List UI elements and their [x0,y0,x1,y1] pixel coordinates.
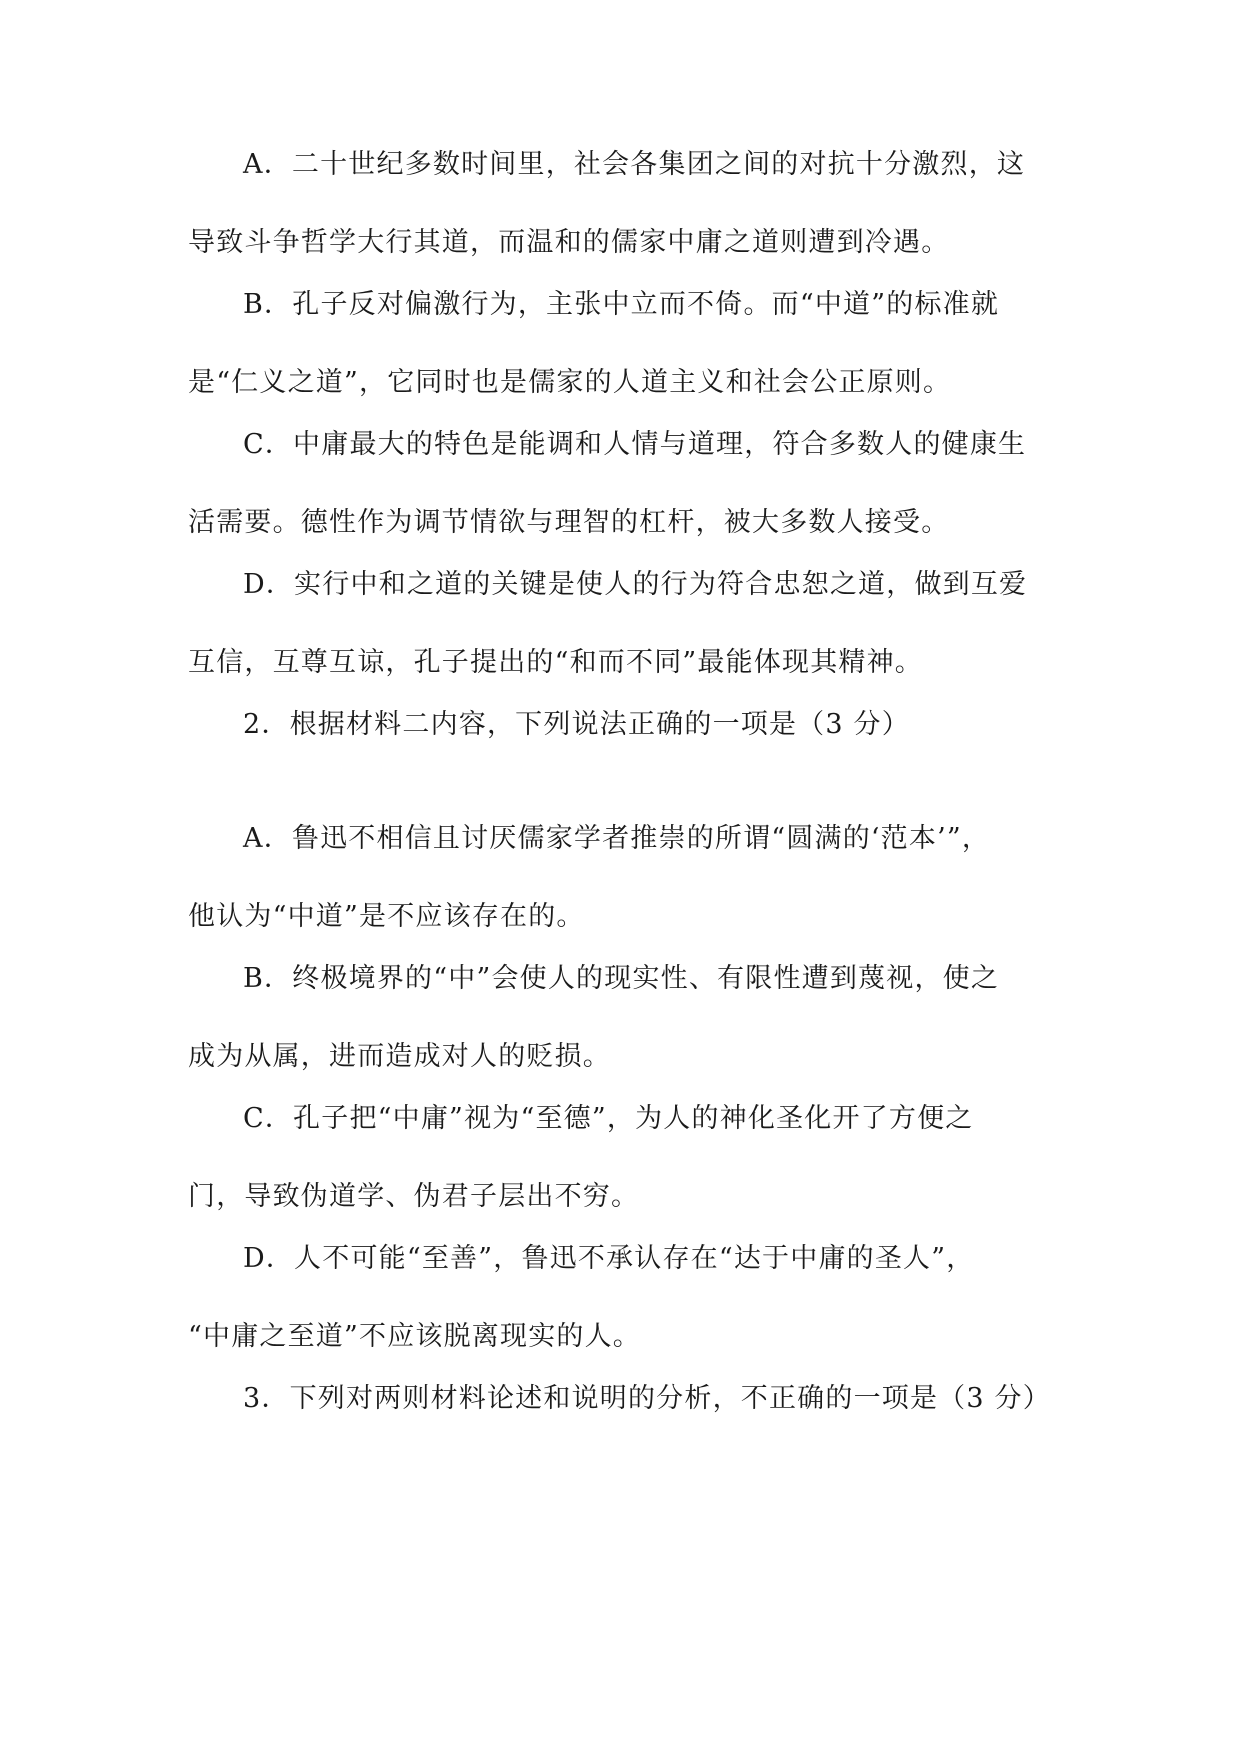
text-line: 活需要。德性作为调节情欲与理智的杠杆，被大多数人接受。 [188,507,950,538]
question-text: 2．根据材料二内容，下列说法正确的一项是（3 分） [243,709,910,740]
question-2 [188,686,1052,764]
text-line: B．终极境界的“中”会使人的现实性、有限性遭到蔑视，使之 [243,963,1000,994]
text-line: 导致斗争哲学大行其道，而温和的儒家中庸之道则遭到冷遇。 [188,227,950,258]
question-3 [188,1360,1052,1438]
option-d-q1 [188,546,1052,702]
text-line: A．二十世纪多数时间里，社会各集团之间的对抗十分激烈，这 [243,149,1026,180]
text-line: C．孔子把“中庸”视为“至德”，为人的神化圣化开了方便之 [243,1103,974,1134]
option-c-q1 [188,406,1052,562]
text-line: D．人不可能“至善”，鲁迅不承认存在“达于中庸的圣人”， [243,1243,975,1274]
text-line: B．孔子反对偏激行为，主张中立而不倚。而“中道”的标准就 [243,289,1000,320]
text-line: “中庸之至道”不应该脱离现实的人。 [188,1321,642,1352]
option-b-q1 [188,266,1052,422]
option-a-q2 [188,800,1052,956]
option-a-q1 [188,126,1052,282]
text-line: D．实行中和之道的关键是使人的行为符合忠恕之道，做到互爱 [243,569,1028,600]
text-line: 门，导致伪道学、伪君子层出不穷。 [188,1181,640,1212]
text-line: 互信，互尊互谅，孔子提出的“和而不同”最能体现其精神。 [188,647,924,678]
option-d-q2 [188,1220,1052,1376]
option-c-q2 [188,1080,1052,1236]
text-line: C．中庸最大的特色是能调和人情与道理，符合多数人的健康生 [243,429,1027,460]
option-b-q2 [188,940,1052,1096]
text-line: 成为从属，进而造成对人的贬损。 [188,1041,611,1072]
text-line: 是“仁义之道”，它同时也是儒家的人道主义和社会公正原则。 [188,367,952,398]
question-text: 3．下列对两则材料论述和说明的分析，不正确的一项是（3 分） [243,1383,1051,1414]
text-line: A．鲁迅不相信且讨厌儒家学者推崇的所谓“圆满的‘范本’”， [243,823,991,854]
text-line: 他认为“中道”是不应该存在的。 [188,901,585,932]
